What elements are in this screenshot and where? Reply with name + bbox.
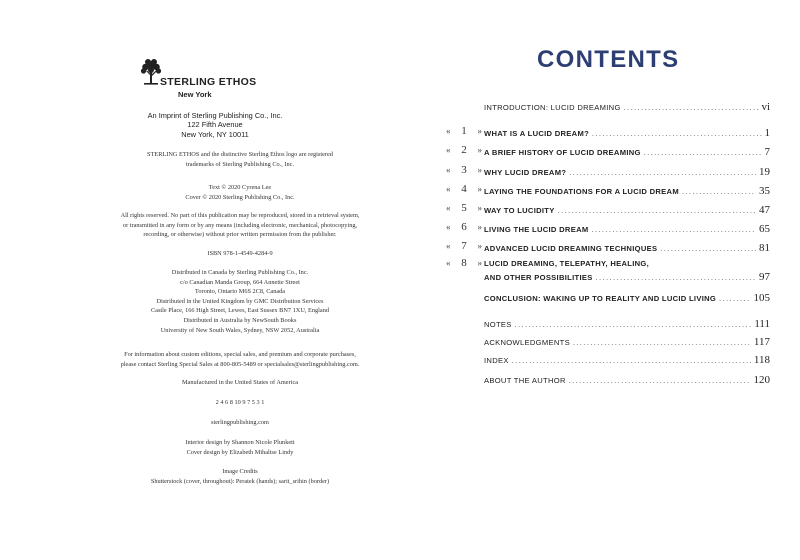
toc-entry-page: 47 [759,204,770,216]
chapter-number: « 6 » [446,221,482,233]
toc-entry-chapter-2[interactable] [484,146,770,158]
trademark-line: STERLING ETHOS and the distinctive Sterling Ethos logo are registered [147,151,333,158]
toc-entry-title: WHY LUCID DREAM? [484,168,567,177]
leader-dots [569,168,756,177]
toc-entry-page: 81 [759,242,770,254]
toc-entry-page: 117 [753,336,770,348]
ornament-icon: « [446,203,451,213]
ornament-icon: » [477,126,482,136]
isbn: ISBN 978-1-4549-4284-9 [207,250,273,257]
toc-entry-chapter-7[interactable] [484,242,770,254]
leader-dots [573,338,751,347]
credits-line: Shutterstock (cover, throughout): Peratek (hands); sarit_srihin (border) [150,477,330,485]
sales-line: please contact Sterling Special Sales at 800-805-5489 or specialsales@sterlingpublishing.com. [120,360,360,368]
toc-entry-page: 19 [759,166,770,178]
chapter-number: « 4 » [446,183,482,195]
toc-entry-chapter-1[interactable] [484,127,770,139]
leader-dots [592,129,761,138]
trademark-notice [60,150,420,169]
toc-entry-title: ACKNOWLEDGMENTS [484,338,570,347]
leader-dots [515,320,752,329]
publisher-name: STERLING ETHOS [160,76,257,88]
manufactured-notice: Manufactured in the United States of America [181,379,299,386]
design-line: Cover design by Elizabeth Mihaltse Lindy [186,448,294,456]
ornament-icon: « [446,126,451,136]
rights-notice [60,211,420,240]
ornament-icon: « [446,241,451,251]
imprint-line: 122 Fifth Avenue [187,120,243,130]
distribution-line: University of New South Wales, Sydney, NSW 2052, Australia [160,326,320,334]
toc-entry-acknowledgments[interactable] [484,336,770,348]
rights-line: or transmitted in any form or by any means (including electronic, mechanical, photocopying, [122,221,358,229]
toc-entry-about-author[interactable] [484,374,770,386]
toc-entry-title: LAYING THE FOUNDATIONS FOR A LUCID DREAM [484,187,679,196]
toc-entry-chapter-3[interactable] [484,166,770,178]
tree-logo-icon [140,58,162,86]
leader-dots [660,244,756,253]
chapter-number: « 8 » [446,257,482,269]
sales-line: For information about custom editions, special sales, and premium and corporate purchases, [124,351,356,358]
toc-entry-title: A BRIEF HISTORY OF LUCID DREAMING [484,148,641,157]
publisher-city: New York [178,90,212,99]
chapter-number: « 7 » [446,240,482,252]
ornament-icon: « [446,165,451,175]
leader-dots [596,273,756,282]
chapter-number: « 1 » [446,125,482,137]
toc-entry-title: WAY TO LUCIDITY [484,206,555,215]
toc-entry-page: 7 [764,146,770,158]
toc-entry-page: vi [761,101,770,113]
imprint-line: An Imprint of Sterling Publishing Co., Inc. [147,111,283,120]
design-credits [60,438,420,457]
ornament-icon: « [446,258,451,268]
toc-entry-title: INDEX [484,356,509,365]
leader-dots [644,148,762,157]
toc-entry-notes[interactable] [484,318,770,330]
leader-dots [719,294,750,303]
leader-dots [682,187,756,196]
ornament-icon: « [446,145,451,155]
toc-entry-page: 97 [759,271,770,283]
trademark-line: trademarks of Sterling Publishing Co., Inc. [185,160,295,168]
imprint-line: New York, NY 10011 [181,129,249,139]
distribution-line: Distributed in the United Kingdom by GMC Distribution Services [156,297,324,305]
chapter-number: « 3 » [446,164,482,176]
ornament-icon: » [477,241,482,251]
copyright-line: Text © 2020 Cyrena Lee [208,184,272,191]
page-title: CONTENTS [537,46,680,73]
contents-page [400,0,800,560]
printing-line: 2 4 6 8 10 9 7 5 3 1 [215,399,265,406]
ornament-icon: » [477,222,482,232]
toc-entry-chapter-5[interactable] [484,204,770,216]
toc-entry-title-line[interactable]: LUCID DREAMING, TELEPATHY, HEALING, [484,259,650,268]
toc-entry-title: LIVING THE LUCID DREAM [484,225,589,234]
toc-entry-title: CONCLUSION: WAKING UP TO REALITY AND LUCID LIVING [484,294,717,303]
ornament-icon: » [477,203,482,213]
leader-dots [512,356,751,365]
toc-entry-title: AND OTHER POSSIBILITIES [484,273,593,282]
leader-dots [569,376,751,385]
copyright-notice [60,183,420,202]
toc-entry-title: WHAT IS A LUCID DREAM? [484,129,590,138]
ornament-icon: « [446,184,451,194]
toc-entry-page: 65 [759,223,770,235]
toc-entry-intro[interactable] [484,101,770,113]
leader-dots [591,225,756,234]
toc-entry-page: 105 [753,292,770,304]
toc-entry-page: 111 [754,318,770,330]
toc-entry-page: 120 [753,374,770,386]
imprint-address [0,111,430,139]
image-credits [60,467,420,486]
toc-entry-chapter-4[interactable] [484,185,770,197]
credits-heading: Image Credits [222,468,258,475]
distribution-info [60,268,420,335]
chapter-number: « 5 » [446,202,482,214]
rights-line: All rights reserved. No part of this publication may be reproduced, stored in a retrieval system, [120,212,360,219]
design-line: Interior design by Shannon Nicole Plunkett [185,439,295,446]
distribution-line: Distributed in Canada by Sterling Publishing Co., Inc. [171,269,309,276]
distribution-line: Castle Place, 166 High Street, Lewes, East Sussex BN7 1XU, England [150,307,330,315]
distribution-line: c/o Canadian Manda Group, 664 Annette Street [180,278,300,286]
toc-entry-page: 35 [759,185,770,197]
toc-entry-title: NOTES [484,320,512,329]
toc-entry-conclusion[interactable] [484,292,770,304]
website: sterlingpublishing.com [211,419,269,426]
distribution-line: Distributed in Australia by NewSouth Books [183,316,297,324]
toc-entry-index[interactable] [484,354,770,366]
toc-entry-title: ABOUT THE AUTHOR [484,376,566,385]
leader-dots [558,206,756,215]
toc-entry-title: ADVANCED LUCID DREAMING TECHNIQUES [484,244,658,253]
rights-line: recording, or otherwise) without prior written permission from the publisher. [143,231,337,239]
ornament-icon: » [477,258,482,268]
leader-dots [624,103,759,112]
toc-entry-page: 1 [764,127,770,139]
sales-info [60,350,420,369]
ornament-icon: « [446,222,451,232]
chapter-number: « 2 » [446,144,482,156]
ornament-icon: » [477,184,482,194]
distribution-line: Toronto, Ontario M6S 2C8, Canada [194,288,286,296]
toc-entry-chapter-6[interactable] [484,223,770,235]
copyright-line: Cover © 2020 Sterling Publishing Co., Inc. [185,193,295,201]
toc-entry-title: INTRODUCTION: LUCID DREAMING [484,103,621,112]
toc-entry-chapter-8[interactable] [484,271,770,283]
toc-entry-page: 118 [753,354,770,366]
ornament-icon: » [477,165,482,175]
ornament-icon: » [477,145,482,155]
